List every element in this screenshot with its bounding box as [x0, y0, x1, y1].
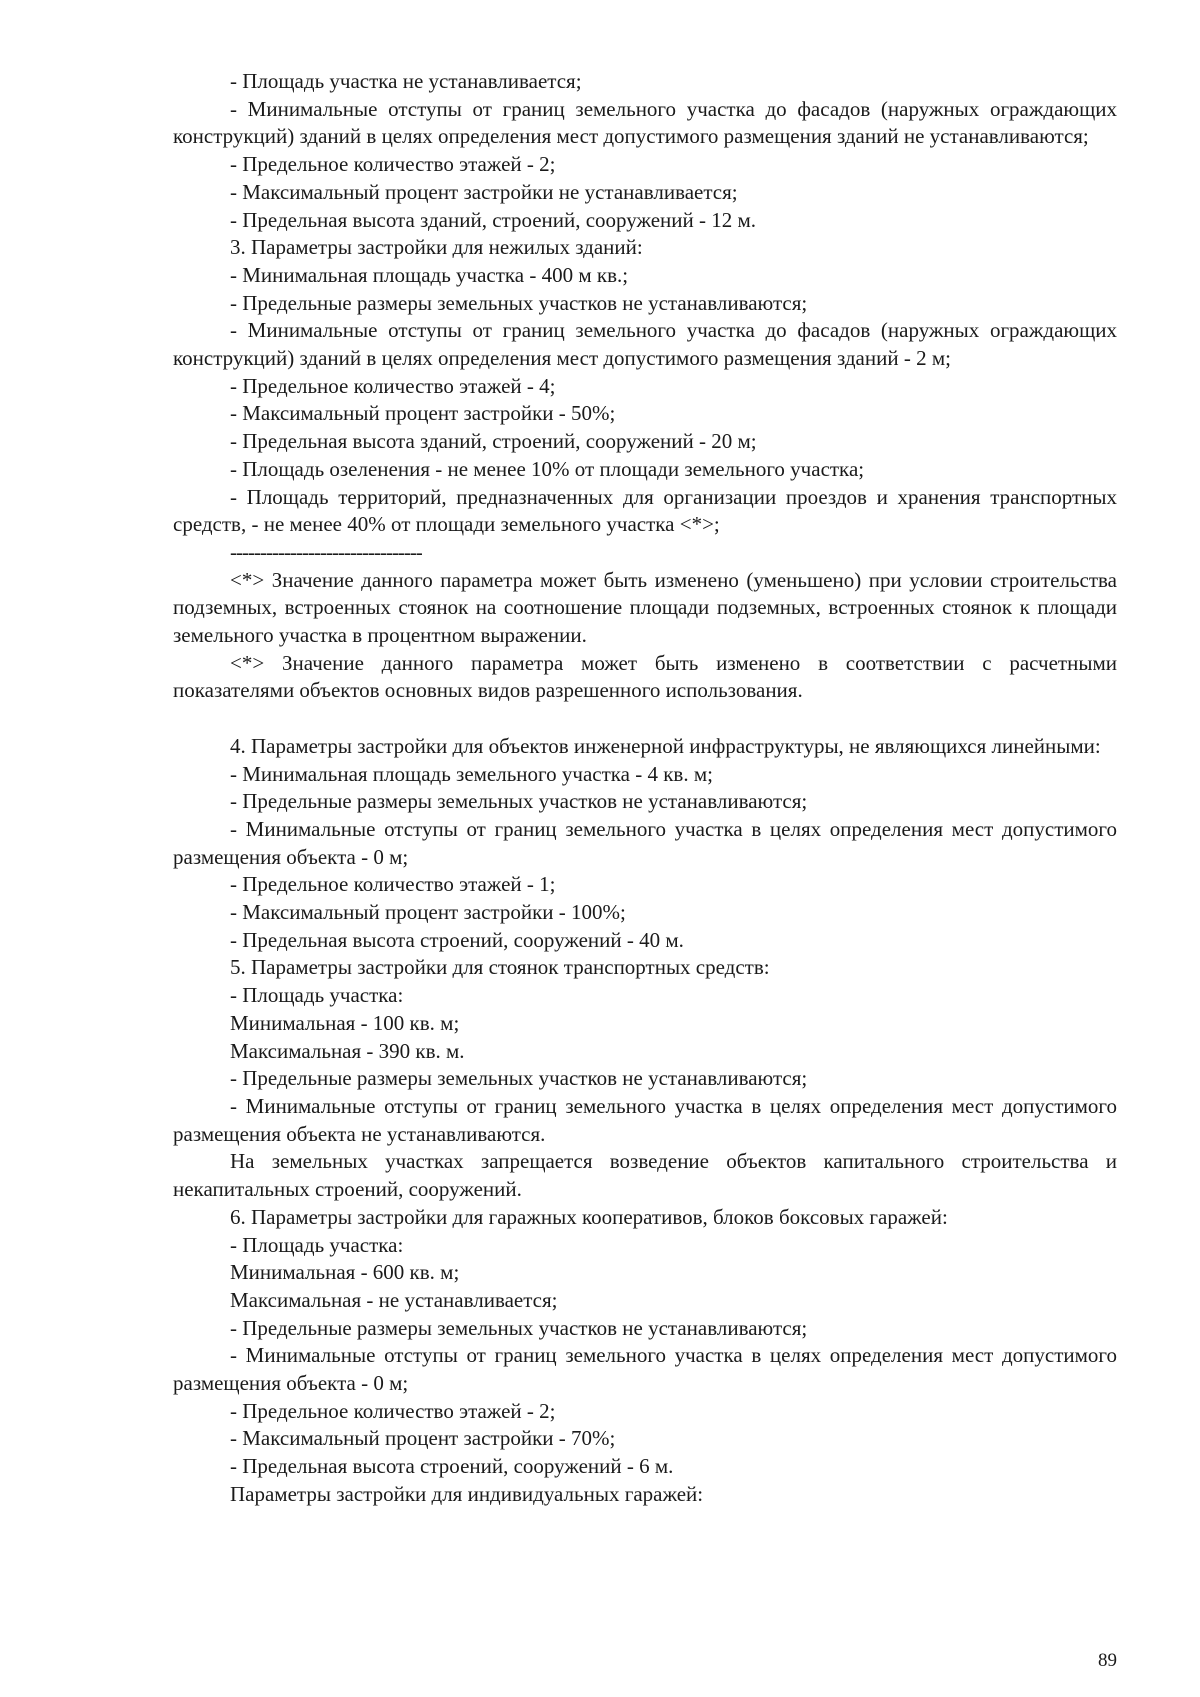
paragraph: - Предельные размеры земельных участков не устанавливаются; — [230, 290, 808, 315]
paragraph: - Минимальные отступы от границ земельного участка в целях определения мест допустимого размещения объекта - 0 м; — [173, 1343, 1117, 1396]
page-number: 89 — [1098, 1650, 1117, 1671]
paragraph: - Минимальные отступы от границ земельного участка до фасадов (наружных ограждающих конструкций) зданий в целях определения мест допустимого размещения зданий не устанавливаются; — [173, 96, 1117, 149]
paragraph: Максимальная - не устанавливается; — [230, 1287, 558, 1312]
paragraph: - Предельные размеры земельных участков не устанавливаются; — [230, 1315, 808, 1340]
section-heading: 5. Параметры застройки для стоянок транспортных средств: — [230, 955, 770, 980]
paragraph: - Предельные размеры земельных участков не устанавливаются; — [230, 1066, 808, 1091]
footnote-separator: -------------------------------- — [230, 539, 422, 564]
paragraph: Максимальная - 390 кв. м. — [230, 1038, 465, 1063]
paragraph: - Минимальная площадь земельного участка - 4 кв. м; — [230, 761, 713, 786]
section-heading: Параметры застройки для индивидуальных гаражей: — [230, 1481, 704, 1506]
paragraph: - Площадь участка не устанавливается; — [230, 69, 582, 93]
paragraph: - Минимальные отступы от границ земельного участка в целях определения мест допустимого размещения объекта - 0 м; — [173, 816, 1117, 869]
paragraph: - Минимальные отступы от границ земельного участка в целях определения мест допустимого размещения объекта не устанавливаются. — [173, 1094, 1117, 1146]
section-heading: 3. Параметры застройки для нежилых зданий: — [230, 235, 643, 260]
footnote: <*> Значение данного параметра может быть изменено (уменьшено) при условии строительства подземных, встроенных стоянок на соотношение площади подземных, встроенных стоянок к площади земельного участка в процентном выражении. — [173, 567, 1117, 648]
paragraph: Минимальная - 100 кв. м; — [230, 1010, 460, 1035]
paragraph: - Максимальный процент застройки - 70%; — [230, 1426, 616, 1451]
blank-line — [173, 705, 1117, 733]
paragraph: - Предельная высота зданий, строений, сооружений - 12 м. — [230, 207, 757, 232]
paragraph: - Максимальный процент застройки не устанавливается; — [230, 179, 738, 204]
paragraph: - Площадь территорий, предназначенных для организации проездов и хранения транспортных средств, - не менее 40% от площади земельного участка <*>; — [173, 484, 1117, 537]
paragraph: - Площадь озеленения - не менее 10% от площади земельного участка; — [230, 456, 865, 481]
paragraph: Минимальная - 600 кв. м; — [230, 1260, 460, 1285]
paragraph: - Предельная высота строений, сооружений - 40 м. — [230, 927, 684, 952]
paragraph: - Максимальный процент застройки - 100%; — [230, 900, 626, 925]
paragraph: - Предельное количество этажей - 2; — [230, 1398, 556, 1423]
paragraph: - Предельное количество этажей - 2; — [230, 152, 556, 177]
section-heading: 6. Параметры застройки для гаражных кооперативов, блоков боксовых гаражей: — [230, 1204, 948, 1229]
document-body — [173, 68, 1117, 1509]
paragraph: - Максимальный процент застройки - 50%; — [230, 401, 616, 426]
paragraph: - Минимальные отступы от границ земельного участка до фасадов (наружных ограждающих конструкций) зданий в целях определения мест допустимого размещения зданий - 2 м; — [173, 318, 1117, 371]
paragraph: На земельных участках запрещается возведение объектов капитального строительства и некапитальных строений, сооружений. — [173, 1149, 1117, 1202]
paragraph: - Предельная высота строений, сооружений - 6 м. — [230, 1454, 674, 1479]
paragraph: - Площадь участка: — [230, 1232, 404, 1257]
paragraph: - Предельная высота зданий, строений, сооружений - 20 м; — [230, 429, 757, 454]
paragraph: - Минимальная площадь участка - 400 м кв.; — [230, 262, 629, 287]
paragraph: - Предельное количество этажей - 4; — [230, 373, 556, 398]
section-heading: 4. Параметры застройки для объектов инженерной инфраструктуры, не являющихся линейными: — [230, 733, 1101, 758]
footnote: <*> Значение данного параметра может быть изменено в соответствии с расчетными показателями объектов основных видов разрешенного использования. — [173, 650, 1117, 703]
paragraph: - Предельное количество этажей - 1; — [230, 872, 556, 897]
paragraph: - Предельные размеры земельных участков не устанавливаются; — [230, 789, 808, 814]
paragraph: - Площадь участка: — [230, 983, 404, 1008]
